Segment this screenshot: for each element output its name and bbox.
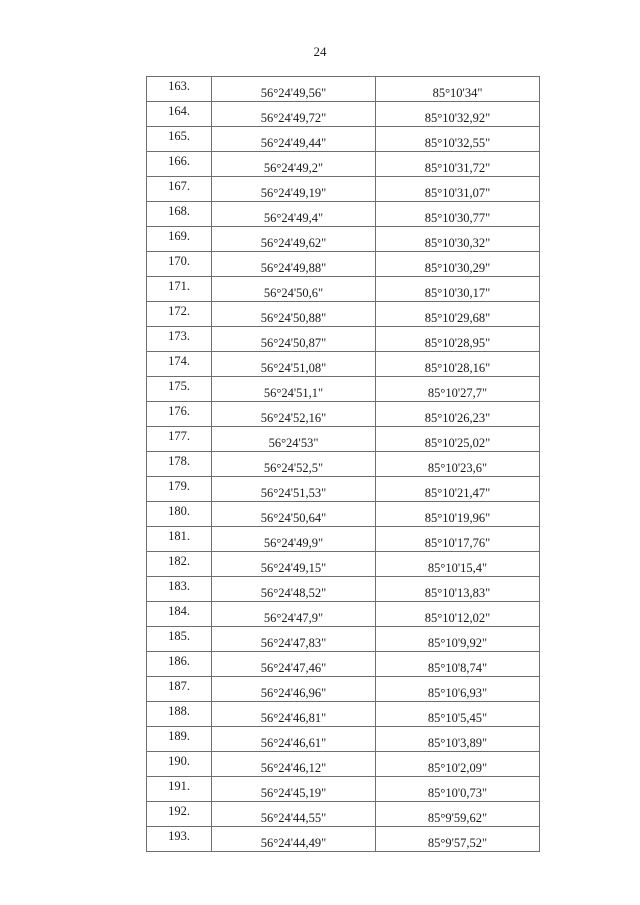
row-number-cell: 177. [147, 427, 212, 452]
row-number-cell: 174. [147, 352, 212, 377]
row-number-cell: 173. [147, 327, 212, 352]
latitude-cell: 56°24'51,08" [212, 352, 376, 377]
longitude-cell: 85°10'31,72" [376, 152, 540, 177]
table-row [147, 552, 540, 577]
longitude-cell: 85°10'30,32" [376, 227, 540, 252]
longitude-cell: 85°10'5,45" [376, 702, 540, 727]
row-number-cell: 182. [147, 552, 212, 577]
latitude-cell: 56°24'46,96" [212, 677, 376, 702]
table-row [147, 452, 540, 477]
latitude-cell: 56°24'49,56" [212, 77, 376, 102]
row-number-cell: 163. [147, 77, 212, 102]
latitude-cell: 56°24'48,52" [212, 577, 376, 602]
latitude-cell: 56°24'50,64" [212, 502, 376, 527]
latitude-cell: 56°24'45,19" [212, 777, 376, 802]
coordinates-table-body [147, 77, 540, 852]
longitude-cell: 85°10'25,02" [376, 427, 540, 452]
latitude-cell: 56°24'47,9" [212, 602, 376, 627]
longitude-cell: 85°10'0,73" [376, 777, 540, 802]
row-number-cell: 176. [147, 402, 212, 427]
longitude-cell: 85°10'12,02" [376, 602, 540, 627]
row-number-cell: 184. [147, 602, 212, 627]
latitude-cell: 56°24'46,12" [212, 752, 376, 777]
row-number-cell: 164. [147, 102, 212, 127]
longitude-cell: 85°10'26,23" [376, 402, 540, 427]
longitude-cell: 85°9'57,52" [376, 827, 540, 852]
table-row [147, 202, 540, 227]
table-row [147, 602, 540, 627]
table-row [147, 252, 540, 277]
table-row [147, 677, 540, 702]
table-row [147, 227, 540, 252]
row-number-cell: 172. [147, 302, 212, 327]
table-row [147, 477, 540, 502]
latitude-cell: 56°24'49,62" [212, 227, 376, 252]
longitude-cell: 85°10'32,92" [376, 102, 540, 127]
longitude-cell: 85°10'30,17" [376, 277, 540, 302]
row-number-cell: 166. [147, 152, 212, 177]
latitude-cell: 56°24'50,88" [212, 302, 376, 327]
row-number-cell: 181. [147, 527, 212, 552]
latitude-cell: 56°24'47,46" [212, 652, 376, 677]
longitude-cell: 85°10'34" [376, 77, 540, 102]
longitude-cell: 85°10'15,4" [376, 552, 540, 577]
latitude-cell: 56°24'52,16" [212, 402, 376, 427]
table-row [147, 127, 540, 152]
latitude-cell: 56°24'44,55" [212, 802, 376, 827]
longitude-cell: 85°10'19,96" [376, 502, 540, 527]
table-row [147, 427, 540, 452]
longitude-cell: 85°10'31,07" [376, 177, 540, 202]
latitude-cell: 56°24'51,1" [212, 377, 376, 402]
row-number-cell: 178. [147, 452, 212, 477]
page-number: 24 [313, 44, 327, 59]
latitude-cell: 56°24'46,81" [212, 702, 376, 727]
table-row [147, 277, 540, 302]
longitude-cell: 85°10'3,89" [376, 727, 540, 752]
latitude-cell: 56°24'49,88" [212, 252, 376, 277]
table-row [147, 527, 540, 552]
row-number-cell: 168. [147, 202, 212, 227]
table-row [147, 377, 540, 402]
row-number-cell: 189. [147, 727, 212, 752]
row-number-cell: 188. [147, 702, 212, 727]
longitude-cell: 85°10'30,29" [376, 252, 540, 277]
latitude-cell: 56°24'51,53" [212, 477, 376, 502]
longitude-cell: 85°10'8,74" [376, 652, 540, 677]
longitude-cell: 85°10'2,09" [376, 752, 540, 777]
latitude-cell: 56°24'49,4" [212, 202, 376, 227]
table-row [147, 502, 540, 527]
latitude-cell: 56°24'49,19" [212, 177, 376, 202]
latitude-cell: 56°24'49,44" [212, 127, 376, 152]
row-number-cell: 175. [147, 377, 212, 402]
latitude-cell: 56°24'53" [212, 427, 376, 452]
latitude-cell: 56°24'44,49" [212, 827, 376, 852]
row-number-cell: 167. [147, 177, 212, 202]
table-row [147, 752, 540, 777]
row-number-cell: 186. [147, 652, 212, 677]
longitude-cell: 85°10'23,6" [376, 452, 540, 477]
row-number-cell: 192. [147, 802, 212, 827]
table-row [147, 77, 540, 102]
table-row [147, 177, 540, 202]
longitude-cell: 85°10'30,77" [376, 202, 540, 227]
latitude-cell: 56°24'52,5" [212, 452, 376, 477]
longitude-cell: 85°10'21,47" [376, 477, 540, 502]
latitude-cell: 56°24'49,72" [212, 102, 376, 127]
table-row [147, 302, 540, 327]
latitude-cell: 56°24'50,87" [212, 327, 376, 352]
table-row [147, 402, 540, 427]
longitude-cell: 85°10'27,7" [376, 377, 540, 402]
row-number-cell: 183. [147, 577, 212, 602]
table-row [147, 652, 540, 677]
row-number-cell: 179. [147, 477, 212, 502]
row-number-cell: 170. [147, 252, 212, 277]
longitude-cell: 85°10'28,95" [376, 327, 540, 352]
longitude-cell: 85°10'9,92" [376, 627, 540, 652]
row-number-cell: 169. [147, 227, 212, 252]
row-number-cell: 180. [147, 502, 212, 527]
longitude-cell: 85°10'6,93" [376, 677, 540, 702]
longitude-cell: 85°10'28,16" [376, 352, 540, 377]
table-row [147, 827, 540, 852]
row-number-cell: 190. [147, 752, 212, 777]
latitude-cell: 56°24'50,6" [212, 277, 376, 302]
longitude-cell: 85°9'59,62" [376, 802, 540, 827]
longitude-cell: 85°10'29,68" [376, 302, 540, 327]
longitude-cell: 85°10'13,83" [376, 577, 540, 602]
row-number-cell: 193. [147, 827, 212, 852]
table-row [147, 777, 540, 802]
table-row [147, 702, 540, 727]
longitude-cell: 85°10'32,55" [376, 127, 540, 152]
table-row [147, 152, 540, 177]
row-number-cell: 171. [147, 277, 212, 302]
latitude-cell: 56°24'49,2" [212, 152, 376, 177]
row-number-cell: 187. [147, 677, 212, 702]
longitude-cell: 85°10'17,76" [376, 527, 540, 552]
row-number-cell: 191. [147, 777, 212, 802]
table-row [147, 802, 540, 827]
table-row [147, 627, 540, 652]
table-row [147, 102, 540, 127]
latitude-cell: 56°24'46,61" [212, 727, 376, 752]
latitude-cell: 56°24'47,83" [212, 627, 376, 652]
table-row [147, 327, 540, 352]
table-row [147, 352, 540, 377]
row-number-cell: 185. [147, 627, 212, 652]
latitude-cell: 56°24'49,15" [212, 552, 376, 577]
table-row [147, 727, 540, 752]
table-row [147, 577, 540, 602]
row-number-cell: 165. [147, 127, 212, 152]
latitude-cell: 56°24'49,9" [212, 527, 376, 552]
coordinates-table [146, 76, 540, 852]
